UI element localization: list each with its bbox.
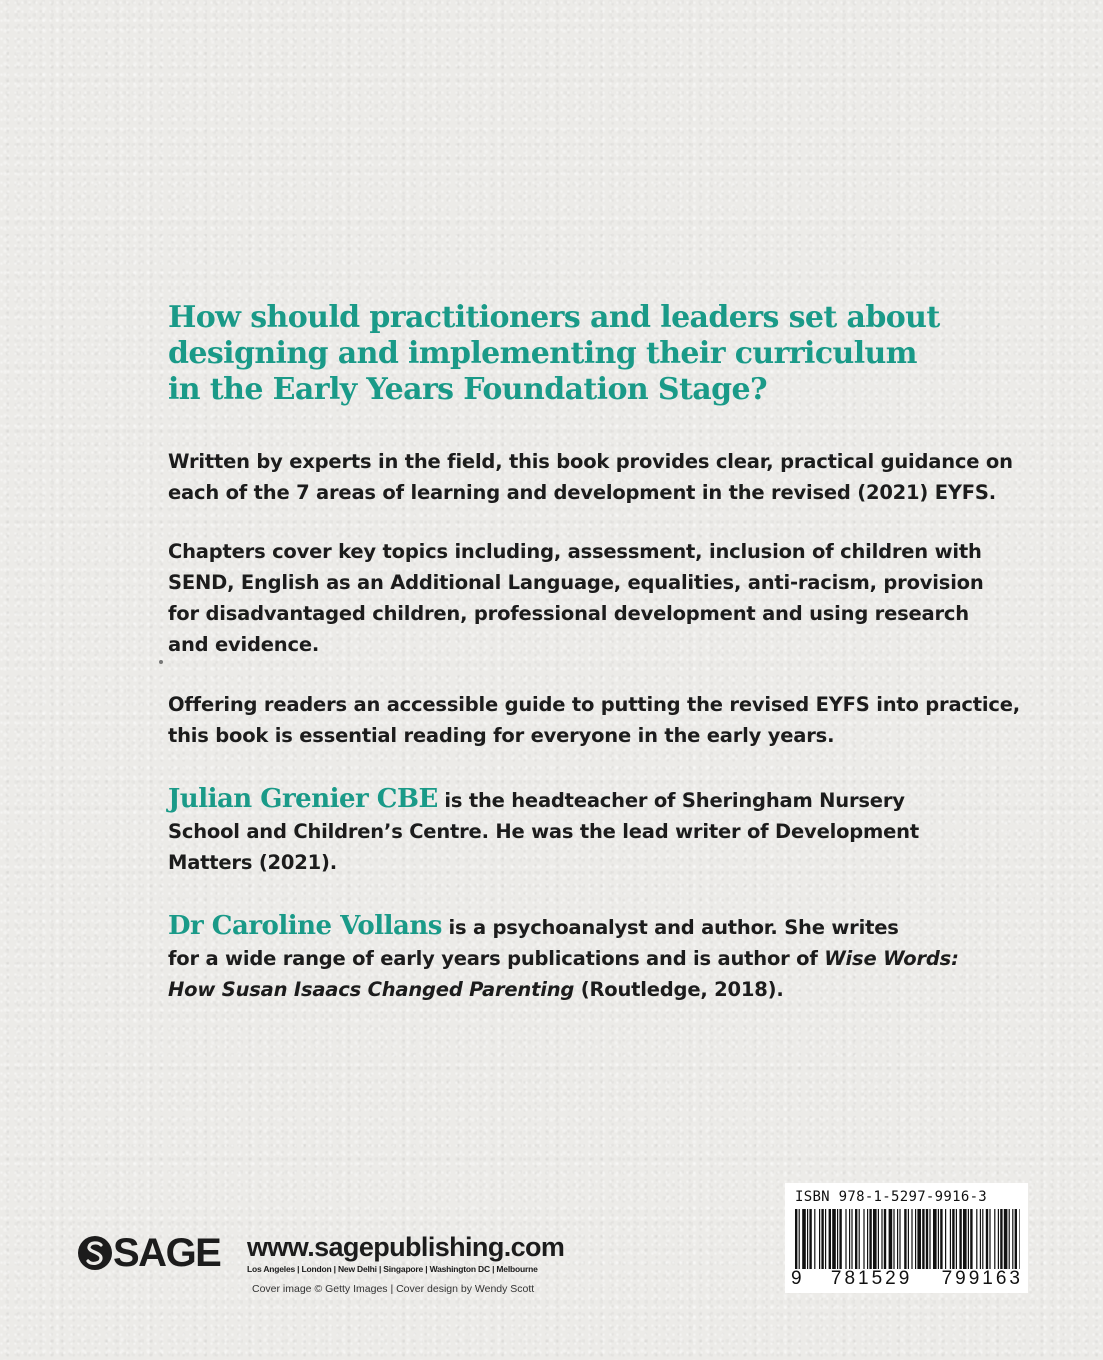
barcode-bar: [869, 1209, 871, 1269]
barcode-bar: [938, 1209, 939, 1269]
barcode-bar: [989, 1209, 990, 1269]
barcode-bar: [819, 1209, 820, 1269]
author-name: Dr Caroline Vollans: [168, 911, 442, 941]
barcode-bar: [917, 1209, 921, 1269]
barcode-bar: [809, 1209, 811, 1269]
barcode-bar: [807, 1209, 808, 1269]
chapters-paragraph: [168, 536, 984, 660]
sage-logo-icon: [78, 1236, 112, 1270]
barcode-bar: [1015, 1209, 1017, 1269]
bio-text: is the headteacher of Sheringham Nursery: [437, 789, 905, 812]
barcode-bar: [908, 1209, 909, 1269]
barcode-bar: [986, 1209, 988, 1269]
barcode-bar: [884, 1209, 886, 1269]
barcode-bar: [897, 1209, 898, 1269]
headline-line: in the Early Years Foundation Stage?: [168, 372, 767, 407]
paragraph-line: Written by experts in the field, this book provides clear, practical guidance on: [168, 450, 1013, 473]
barcode-bar: [956, 1209, 957, 1269]
barcode-bar: [873, 1209, 877, 1269]
bio-text: (Routledge, 2018).: [574, 978, 784, 1001]
barcode-bar: [904, 1209, 906, 1269]
barcode-bar: [837, 1209, 838, 1269]
barcode-bar: [878, 1209, 879, 1269]
barcode-bar: [926, 1209, 928, 1269]
bio-line: [168, 784, 919, 816]
barcode-bar: [1000, 1209, 1002, 1269]
barcode-bar: [802, 1209, 806, 1269]
paragraph-line: each of the 7 areas of learning and development in the revised (2021) EYFS.: [168, 481, 996, 504]
headline-line: designing and implementing their curriculum: [168, 336, 917, 371]
author-bio-vollans: [168, 911, 959, 1005]
bio-line: [168, 974, 959, 1005]
bio-line: [168, 911, 959, 943]
barcode: [785, 1183, 1028, 1293]
barcode-bar: [940, 1209, 942, 1269]
barcode-bar: [945, 1209, 946, 1269]
barcode-bar: [859, 1209, 860, 1269]
bio-line: School and Children’s Centre. He was the lead writer of Development: [168, 820, 919, 843]
sage-logo: [78, 1228, 220, 1278]
barcode-bar: [1009, 1209, 1010, 1269]
barcode-bar: [845, 1209, 846, 1269]
bio-line: [168, 943, 959, 974]
barcode-bar: [799, 1209, 800, 1269]
barcode-bar: [1019, 1209, 1020, 1269]
offering-paragraph: [168, 689, 1020, 751]
publisher-url[interactable]: www.sagepublishing.com: [247, 1232, 565, 1262]
barcode-bar: [825, 1209, 826, 1269]
barcode-bar: [1012, 1209, 1013, 1269]
book-title: How Susan Isaacs Changed Parenting: [168, 978, 575, 1001]
paragraph-line: for disadvantaged children, professional development and using research: [168, 602, 969, 625]
barcode-bar: [952, 1209, 954, 1269]
barcode-bar: [963, 1209, 967, 1269]
barcode-bar: [814, 1209, 815, 1269]
barcode-bar: [970, 1209, 972, 1269]
barcode-bar: [933, 1209, 937, 1269]
barcode-bar: [980, 1209, 981, 1269]
paragraph-line: and evidence.: [168, 633, 320, 656]
cover-credits: Cover image © Getty Images | Cover design by Wendy Scott: [252, 1283, 535, 1295]
barcode-digit-group: 799163: [941, 1268, 1023, 1289]
barcode-bar: [851, 1209, 852, 1269]
barcode-digits: [791, 1268, 1023, 1290]
barcode-bar: [855, 1209, 857, 1269]
sage-logo-text: SAGE: [113, 1230, 221, 1275]
headline: [168, 300, 1068, 408]
bio-line: Matters (2021).: [168, 851, 337, 874]
isbn-label: ISBN 978-1-5297-9916-3: [795, 1189, 988, 1205]
barcode-bar: [899, 1209, 900, 1269]
barcode-bar: [881, 1209, 882, 1269]
author-bio-grenier: [168, 784, 919, 878]
barcode-bar: [867, 1209, 868, 1269]
barcode-bar: [959, 1209, 961, 1269]
barcode-bar: [832, 1209, 836, 1269]
barcode-bar: [795, 1209, 797, 1269]
barcode-bar: [863, 1209, 864, 1269]
barcode-bar: [976, 1209, 977, 1269]
paper-speck: [159, 660, 163, 664]
barcode-first-digit: 9: [791, 1268, 802, 1289]
barcode-bar: [893, 1209, 894, 1269]
barcode-digit-group: 781529: [830, 1268, 913, 1289]
book-title: Wise Words:: [824, 947, 959, 970]
intro-paragraph: [168, 446, 1013, 508]
paragraph-line: Offering readers an accessible guide to putting the revised EYFS into practice,: [168, 693, 1020, 716]
author-name: Julian Grenier CBE: [168, 784, 438, 814]
paragraph-line: SEND, English as an Additional Language, equalities, anti-racism, provision: [168, 571, 984, 594]
barcode-bar: [821, 1209, 823, 1269]
publisher-cities: Los Angeles | London | New Delhi | Singapore | Washington DC | Melbourne: [247, 1264, 538, 1274]
barcode-bar: [911, 1209, 912, 1269]
barcode-bar: [1004, 1209, 1008, 1269]
barcode-bar: [839, 1209, 841, 1269]
barcode-bar: [849, 1209, 850, 1269]
barcode-bar: [922, 1209, 924, 1269]
bio-text: for a wide range of early years publications and is author of: [168, 947, 825, 970]
barcode-bars: [795, 1209, 1020, 1269]
barcode-bar: [889, 1209, 893, 1269]
headline-line: How should practitioners and leaders set about: [168, 300, 940, 335]
barcode-bar: [998, 1209, 999, 1269]
barcode-bar: [950, 1209, 951, 1269]
paragraph-line: this book is essential reading for everyone in the early years.: [168, 724, 835, 747]
barcode-bar: [994, 1209, 995, 1269]
barcode-bar: [982, 1209, 983, 1269]
barcode-bar: [915, 1209, 916, 1269]
bio-text: is a psychoanalyst and author. She writes: [441, 916, 899, 939]
paragraph-line: Chapters cover key topics including, assessment, inclusion of children with: [168, 540, 982, 563]
barcode-bar: [829, 1209, 831, 1269]
barcode-bar: [968, 1209, 969, 1269]
barcode-bar: [929, 1209, 930, 1269]
